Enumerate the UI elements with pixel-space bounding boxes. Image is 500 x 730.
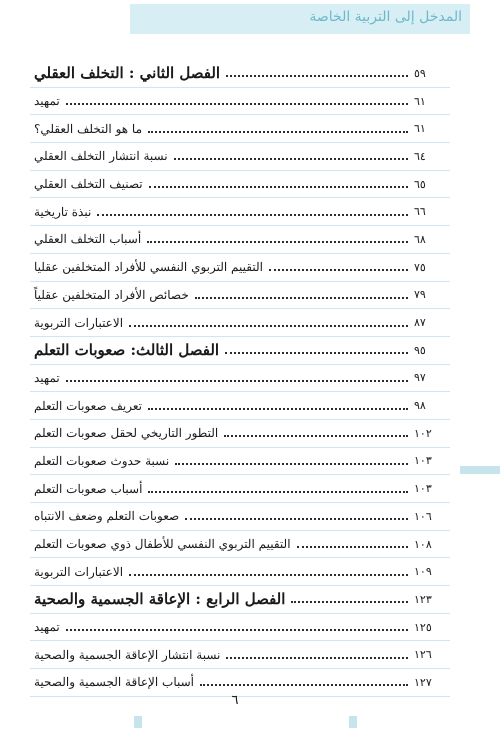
toc-chapter-title: الفصل الثاني : التخلف العقلي [34, 64, 221, 83]
toc-chapter-title: الفصل الثالث: صعوبات التعلم [34, 341, 220, 360]
leader-dots [97, 214, 408, 216]
leader-dots [66, 103, 408, 105]
toc-page-number: ١٢٣ [414, 592, 432, 606]
leader-dots [129, 574, 408, 576]
leader-dots [200, 684, 408, 686]
leader-dots [66, 629, 408, 631]
toc-page-number: ١٢٧ [414, 675, 432, 689]
toc-entry-row [30, 641, 450, 669]
toc-page-number: ٦٤ [414, 149, 426, 163]
toc-page-number: ٦٦ [414, 205, 426, 219]
leader-dots [175, 463, 408, 465]
toc-entry-row [30, 254, 450, 282]
toc-entry-row [30, 614, 450, 642]
leader-dots [147, 241, 408, 243]
toc-page-number: ٩٨ [414, 399, 426, 413]
toc-page-number: ١٠٢ [414, 426, 432, 440]
toc-page-number: ١٢٦ [414, 648, 432, 662]
toc-entry-row [30, 88, 450, 116]
leader-dots [148, 408, 408, 410]
toc-entry-row [30, 309, 450, 337]
bottom-marker-left [134, 716, 142, 728]
toc-page-number: ١٠٨ [414, 537, 432, 551]
leader-dots [224, 435, 408, 437]
toc-entry-row [30, 392, 450, 420]
leader-dots [185, 518, 408, 520]
toc-entry-title: تصنيف التخلف العقلي [34, 177, 143, 192]
bottom-marker-right [349, 716, 357, 728]
toc-page-number: ٧٩ [414, 288, 426, 302]
table-of-contents [30, 60, 450, 697]
toc-entry-title: التقييم التربوي النفسي للأطفال ذوي صعوبات التعلم [34, 537, 291, 552]
toc-entry-title: صعوبات التعلم وضعف الانتباه [34, 509, 180, 524]
toc-entry-row [30, 282, 450, 310]
toc-chapter-title: الفصل الرابع : الإعاقة الجسمية والصحية [34, 590, 286, 609]
toc-entry-title: نبذة تاريخية [34, 204, 92, 219]
toc-entry-title: تعريف صعوبات التعلم [34, 398, 142, 413]
leader-dots [226, 75, 408, 77]
toc-chapter-row [30, 586, 450, 614]
toc-entry-title: نسبة انتشار الإعاقة الجسمية والصحية [34, 647, 221, 662]
toc-entry-title: تمهيد [34, 370, 60, 385]
toc-entry-title: أسباب الإعاقة الجسمية والصحية [34, 675, 194, 690]
toc-entry-title: التطور التاريخي لحقل صعوبات التعلم [34, 426, 219, 441]
toc-entry-row [30, 475, 450, 503]
toc-entry-row [30, 503, 450, 531]
leader-dots [226, 657, 408, 659]
leader-dots [148, 491, 408, 493]
toc-entry-row [30, 143, 450, 171]
leader-dots [291, 601, 408, 603]
toc-entry-title: تمهيد [34, 94, 60, 109]
toc-page-number: ٨٧ [414, 316, 426, 330]
toc-page-number: ١٠٩ [414, 565, 432, 579]
toc-page-number: ٦١ [414, 94, 426, 108]
toc-entry-title: أسباب التخلف العقلي [34, 232, 142, 247]
toc-entry-row [30, 198, 450, 226]
toc-page-number: ١٠٣ [414, 482, 432, 496]
toc-entry-row [30, 365, 450, 393]
leader-dots [297, 546, 408, 548]
leader-dots [66, 380, 408, 382]
toc-page-number: ٥٩ [414, 66, 426, 80]
toc-entry-title: نسبة حدوث صعوبات التعلم [34, 453, 170, 468]
toc-page-number: ٦٨ [414, 232, 426, 246]
toc-entry-title: خصائص الأفراد المتخلفين عقلياً [34, 287, 189, 302]
toc-entry-title: ما هو التخلف العقلي؟ [34, 121, 142, 136]
toc-entry-title: تمهيد [34, 620, 60, 635]
leader-dots [148, 131, 408, 133]
toc-entry-row [30, 558, 450, 586]
leader-dots [269, 269, 408, 271]
toc-page-number: ١٢٥ [414, 620, 432, 634]
toc-entry-row [30, 448, 450, 476]
toc-chapter-row [30, 60, 450, 88]
toc-page-number: ١٠٦ [414, 509, 432, 523]
toc-chapter-row [30, 337, 450, 365]
leader-dots [149, 186, 408, 188]
toc-entry-row [30, 115, 450, 143]
toc-page-number: ٧٥ [414, 260, 426, 274]
toc-entry-row [30, 420, 450, 448]
toc-entry-row [30, 171, 450, 199]
toc-entry-title: الاعتبارات التربوية [34, 564, 124, 579]
page-number: ٦ [231, 693, 239, 708]
leader-dots [129, 325, 408, 327]
toc-page-number: ٦١ [414, 122, 426, 136]
leader-dots [225, 352, 408, 354]
toc-page-number: ٩٥ [414, 343, 426, 357]
toc-entry-title: التقييم التربوي النفسي للأفراد المتخلفين عقليا [34, 260, 263, 275]
leader-dots [195, 297, 408, 299]
toc-entry-title: أسباب صعوبات التعلم [34, 481, 143, 496]
leader-dots [174, 158, 408, 160]
toc-page-number: ٦٥ [414, 177, 426, 191]
toc-entry-row [30, 531, 450, 559]
toc-page-number: ٩٧ [414, 371, 426, 385]
toc-page-number: ١٠٣ [414, 454, 432, 468]
toc-entry-title: نسبة انتشار التخلف العقلي [34, 149, 168, 164]
toc-entry-row [30, 226, 450, 254]
edge-marker [460, 466, 500, 474]
toc-entry-title: الاعتبارات التربوية [34, 315, 124, 330]
running-header-title: المدخل إلى التربية الخاصة [309, 9, 462, 25]
